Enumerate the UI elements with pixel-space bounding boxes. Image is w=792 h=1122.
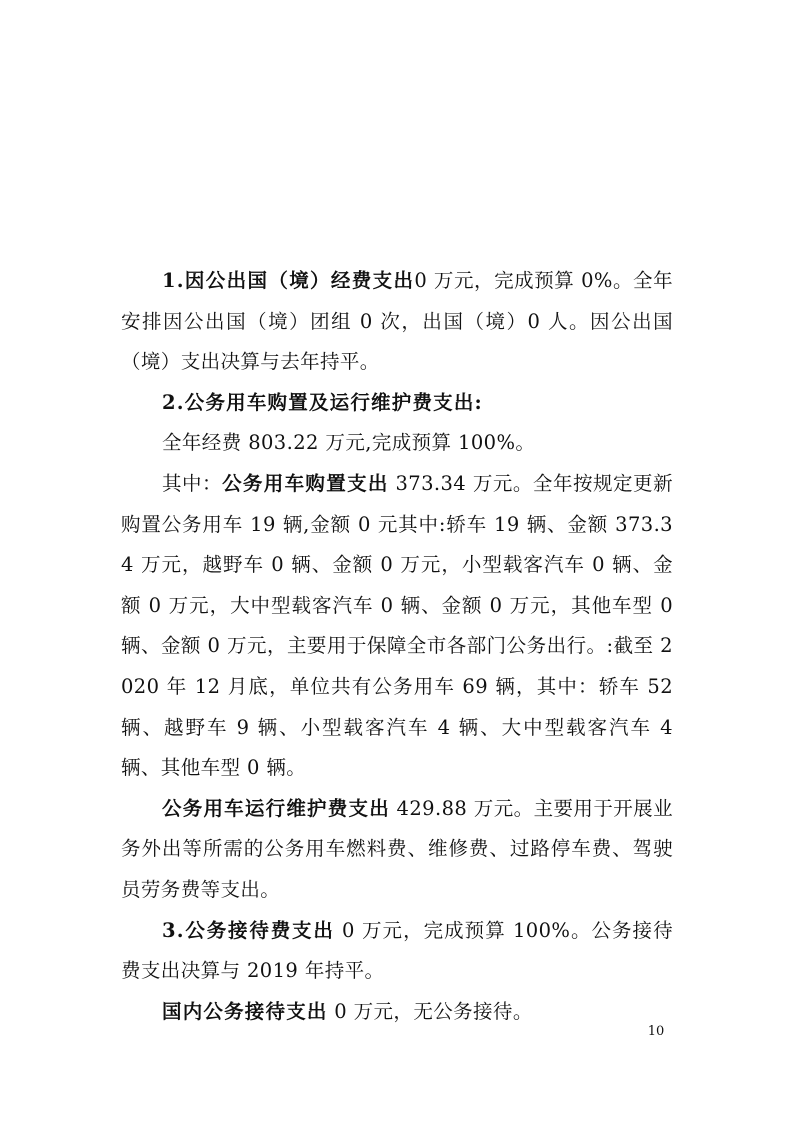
paragraph-domestic-reception	[121, 992, 673, 1033]
document-body	[121, 261, 673, 1032]
heading-domestic-reception: 国内公务接待支出	[162, 999, 328, 1023]
text-domestic-reception: 0 万元，无公务接待。	[327, 999, 533, 1023]
page-number: 10	[647, 1024, 665, 1039]
text-vehicle-maintenance: 429.88 万元。主要用于开展业务外出等所需的公务用车燃料费、维修费、过路停车费、驾驶员劳务费等支出。	[121, 796, 673, 901]
text-overseas-expense: 0 万元，完成预算 0%。全年安排因公出国（境）团组 0 次，出国（境）0 人。因公出国（境）支出决算与去年持平。	[121, 269, 673, 374]
heading-vehicle-expense: 2.公务用车购置及运行维护费支出:	[162, 390, 483, 414]
paragraph-vehicle-maintenance	[121, 789, 673, 911]
paragraph-overseas-expense	[121, 261, 673, 383]
paragraph-reception-expense	[121, 911, 673, 992]
text-vehicle-purchase: 373.34 万元。全年按规定更新购置公务用车 19 辆,金额 0 元其中:轿车 19 辆、金额 373.34 万元，越野车 0 辆、金额 0 万元，小型载客汽车 0 辆、金额 0 万元，大中型载客汽车 0 辆、金额 0 万元，其他车型 0 辆、金额 0 万元，主要用于保障全市各部门公务出行。:截至 2020 年 12 月底，单位共有公务用车 69 辆，其中：轿车 52 辆、越野车 9 辆、小型载客汽车 4 辆、大中型载客汽车 4 辆、其他车型 0 辆。	[121, 471, 673, 780]
heading-vehicle-maintenance: 公务用车运行维护费支出	[162, 796, 390, 820]
heading-vehicle-purchase: 公务用车购置支出	[222, 471, 389, 495]
text-vehicle-total: 全年经费 803.22 万元,完成预算 100%。	[162, 431, 536, 455]
heading-reception-expense: 3.公务接待费支出	[162, 918, 335, 942]
text-vehicle-purchase-prefix: 其中：	[162, 471, 223, 495]
paragraph-vehicle-purchase	[121, 464, 673, 789]
text-reception-expense: 0 万元，完成预算 100%。公务接待费支出决算与 2019 年持平。	[121, 918, 673, 983]
paragraph-vehicle-heading	[121, 383, 673, 424]
heading-overseas-expense: 1.因公出国（境）经费支出	[162, 269, 415, 292]
paragraph-vehicle-total	[121, 423, 673, 464]
